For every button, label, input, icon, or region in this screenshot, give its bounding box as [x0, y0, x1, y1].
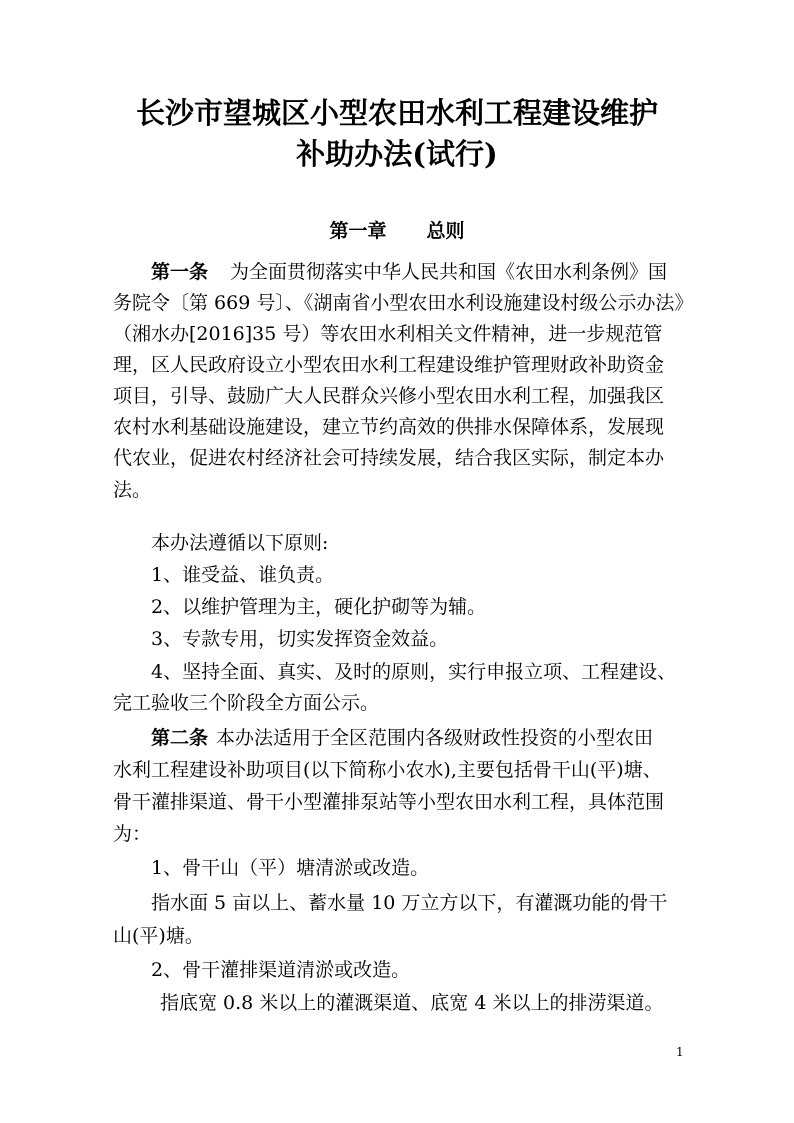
document-title-line-2: 补助办法(试行) — [296, 137, 498, 171]
article-1-first-line — [151, 257, 667, 287]
article-1-text-line: 项目，引导、鼓励广大人民群众兴修小型农田水利工程，加强我区 — [113, 385, 665, 407]
article-1-text-line: 为全面贯彻落实中华人民共和国《农田水利条例》国 — [230, 261, 668, 283]
principle-item: 1、谁受益、谁负责。 — [151, 564, 335, 586]
article-1-text-line: （湘水办[2016]35 号）等农田水利相关文件精神，进一步规范管 — [113, 323, 663, 345]
article-1-text-line: 务院令〔第 669 号〕、《湖南省小型农田水利设施建设村级公示办法》 — [113, 292, 694, 314]
chapter-heading — [0, 216, 794, 246]
chapter-number: 第一章 — [329, 220, 387, 242]
article-2-text-line: 本办法适用于全区范围内各级财政性投资的小型农田 — [216, 727, 654, 749]
article-1-label: 第一条 — [151, 261, 209, 283]
article-1-text-line: 理，区人民政府设立小型农田水利工程建设维护管理财政补助资金 — [113, 354, 665, 376]
principle-item-continuation: 完工验收三个阶段全方面公示。 — [113, 692, 380, 714]
principle-item: 3、专款专用，切实发挥资金效益。 — [151, 628, 449, 650]
article-2-text-line: 水利工程建设补助项目(以下简称小农水),主要包括骨干山(平)塘、 — [113, 759, 662, 781]
article-2-text-line: 为： — [113, 823, 152, 845]
principle-item: 4、坚持全面、真实、及时的原则，实行申报立项、工程建设、 — [151, 661, 677, 683]
article-2-first-line — [151, 723, 653, 753]
article-1-text-line: 农村水利基础设施建设，建立节约高效的供排水保障体系，发展现 — [113, 416, 665, 438]
article-1-text-line: 法。 — [113, 479, 152, 501]
article-2-label: 第二条 — [151, 727, 209, 749]
page-number: 1 — [676, 1045, 684, 1059]
principles-intro: 本办法遵循以下原则: — [151, 532, 329, 554]
chapter-name: 总则 — [426, 220, 465, 242]
document-title-line-1: 长沙市望城区小型农田水利工程建设维护 — [135, 96, 658, 130]
scope-item-heading: 2、骨干灌排渠道清淤或改造。 — [151, 959, 411, 981]
scope-item-text: 山(平)塘。 — [113, 925, 204, 947]
scope-item-text: 指水面 5 亩以上、蓄水量 10 万立方以下，有灌溉功能的骨干 — [151, 892, 668, 914]
principle-item: 2、以维护管理为主，硬化护砌等为辅。 — [151, 596, 487, 618]
scope-item-text: 指底宽 0.8 米以上的灌溉渠道、底宽 4 米以上的排涝渠道。 — [160, 992, 664, 1014]
scope-item-heading: 1、骨干山（平）塘清淤或改造。 — [151, 857, 430, 879]
article-1-text-line: 代农业，促进农村经济社会可持续发展，结合我区实际，制定本办 — [113, 447, 665, 469]
article-2-text-line: 骨干灌排渠道、骨干小型灌排泵站等小型农田水利工程，具体范围 — [113, 791, 665, 813]
